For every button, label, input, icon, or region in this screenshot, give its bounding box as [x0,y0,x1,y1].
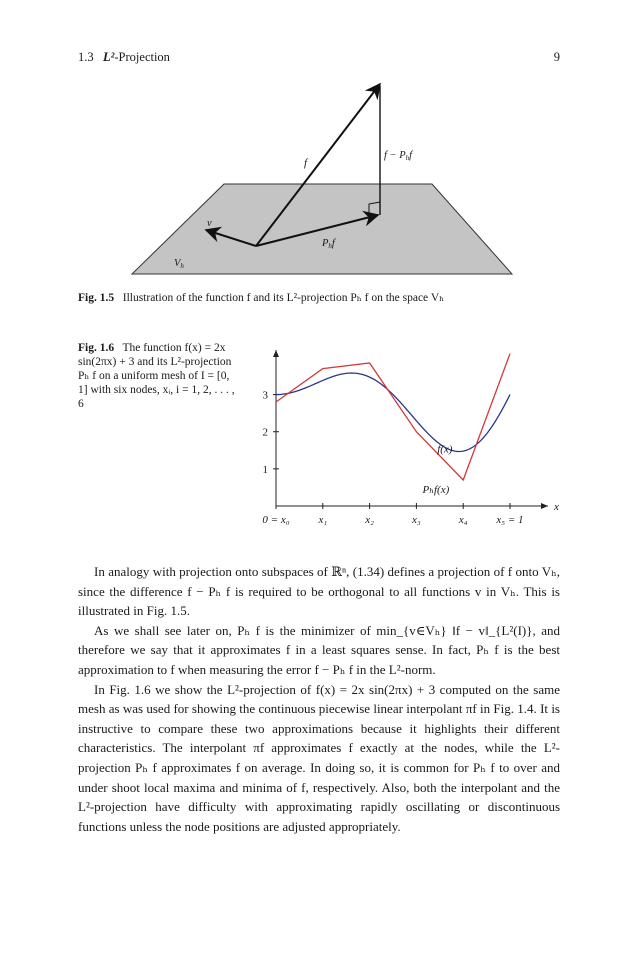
running-header-section: 1.3 L²-Projection [78,50,170,64]
paragraph-3: In Fig. 1.6 we show the L²-projection of f(x) = 2x sin(2πx) + 3 computed on the same mesh as was used for showing the continuous piecewise linear interpolant πf in Fig. 1.4. It is instructive to compare these two approximations because it highlights their different characteristics. The interpolant πf approximates f exactly at the nodes, while the L²-projection Pₕ f approximates f on average. In doing so, it is common for Pₕ f to over and under shoot local maxima and minima of f, respectively. Also, both the interpolant and the L²-projection have difficulty with approximating rapidly oscillating or discontinuous functions unless the node positions are adjusted appropriately. [78,681,560,834]
label-f-minus-phf: f − Phf [384,150,413,162]
annotation-f: f(x) [437,443,453,456]
y-tick-label: 3 [262,389,268,402]
paragraph-1: In analogy with projection onto subspaces of ℝⁿ, (1.34) defines a projection of f onto Vₕ, since the difference f − Pₕ f is required to be orthogonal to all functions v in Vₕ. This is illustrated in Fig. 1.5. [78,564,560,619]
x-tick-label: x₅ = 1 [496,514,524,526]
y-tick-label: 1 [262,463,268,476]
paragraph-2: As we shall see later on, Pₕ f is the minimizer of min_{v∈Vₕ} ‖f − v‖_{L²(I)}, and therefore we say that it approximates f in a least squares sense. In fact, Pₕ f is the best approximation to f when measuring the error f − Pₕ f in the L²-norm. [78,622,560,677]
annotation-phf: Pₕf(x) [422,484,450,496]
x-tick-label: x₄ [458,514,468,526]
y-axis-arrowhead [273,350,279,357]
x-axis-arrowhead [541,503,548,509]
figure-1-5-caption: Fig. 1.5 Illustration of the function f and its L²-projection Pₕ f on the space Vₕ [78,292,445,304]
x-tick-label: x₂ [365,514,374,526]
label-f: f [304,157,308,169]
y-tick-label: 2 [262,426,268,439]
chart-series [276,354,510,480]
label-vh: Vh [174,258,184,270]
figure-1-5-illustration [0,0,638,300]
chart-annotations [422,444,453,496]
series-f-line [276,373,510,451]
x-tick-label: x₃ [412,514,421,526]
page-number: 9 [553,50,560,64]
figure-1-6-caption: Fig. 1.6 The function f(x) = 2x sin(2πx) + 3 and its L²-projection Pₕ f on a uniform mesh of I = [0, 1] with six nodes, xᵢ, i = 1, 2, . . . , 6 [78,342,235,410]
label-v: v [207,218,212,229]
series-phf-line [276,354,510,480]
x-axis-label: x [554,501,559,513]
x-tick-label: 0 = x₀ [262,514,290,526]
label-phf: Phf [322,238,335,250]
x-tick-label: x₁ [318,514,328,526]
body-text [78,562,560,836]
figure-1-6-chart [0,330,638,530]
